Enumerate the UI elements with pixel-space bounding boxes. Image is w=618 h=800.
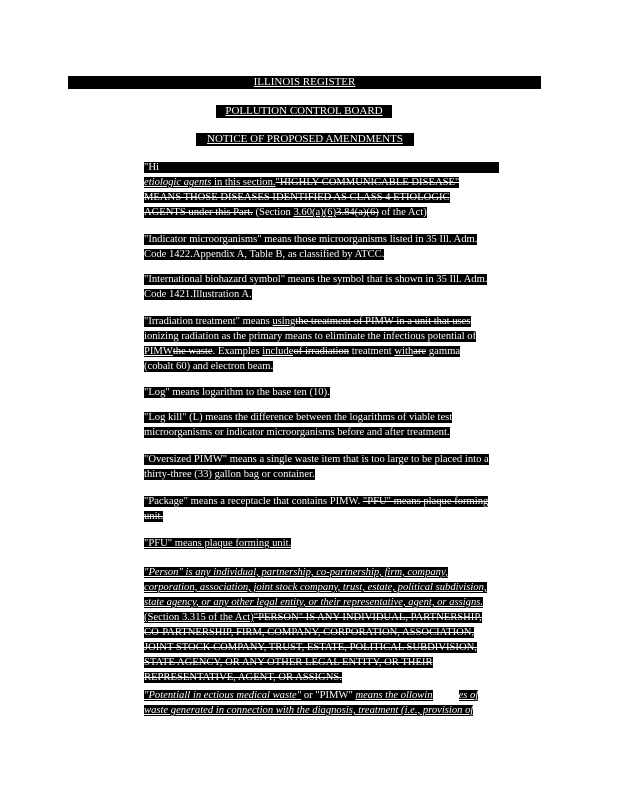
notice-header: NOTICE OF PROPOSED AMENDMENTS xyxy=(196,133,414,146)
symbol-line-2: Code 1421.Illustration A. xyxy=(144,289,252,300)
log-kill-definition xyxy=(144,410,538,440)
highly-communicable-disease-definition xyxy=(144,160,538,220)
pimw-means: means the ollowin xyxy=(355,690,433,701)
irradiation-line-2: ionizing radiation as the primary means to eliminate the infectious potential of xyxy=(144,331,477,342)
person-line-3: state agency, or any other legal entity, or their representative, agent, or assigns. xyxy=(144,597,484,608)
hazard-section-old: 3.84(a)(6) xyxy=(336,207,379,218)
package-deleted-unit: unit. xyxy=(144,511,164,522)
pimw-gap xyxy=(433,688,459,703)
irradiation-deleted-clause: the treatment of PIMW in a unit that uses xyxy=(295,316,471,327)
irradiation-term: "Irradiation treatment" means xyxy=(144,316,273,327)
oversized-line-2: thirty-three (33) gallon bag or container. xyxy=(144,469,315,480)
person-line-1: "Person" is any individual, partnership, co-partnership, firm, company, xyxy=(144,567,448,578)
irradiation-line-4: (cobalt 60) and electron beam. xyxy=(144,361,274,372)
hazard-disease-term: "HIGHLY COMMUNICABLE DISEASE" xyxy=(275,177,460,188)
hazard-section-new: 3.60(a)(6) xyxy=(293,207,337,218)
log-definition xyxy=(144,385,538,400)
irradiation-examples: . Examples xyxy=(212,346,263,357)
register-header: ILLINOIS REGISTER xyxy=(68,76,541,89)
hazard-section-prefix: (Section xyxy=(252,207,294,218)
indicator-line-1: "Indicator microorganisms" means those microorganisms listed in 35 Ill. Adm. xyxy=(144,234,478,245)
irradiation-treatment-word: treatment xyxy=(349,346,395,357)
hazard-etiologic-agents: etiologic agents xyxy=(144,177,212,188)
package-definition xyxy=(144,494,538,524)
indicator-microorganisms-definition xyxy=(144,232,538,262)
person-deleted-line-5: CO-PARTNERSHIP, FIRM, COMPANY, CORPORATION, ASSOCIATION, xyxy=(144,627,475,638)
irradiation-are: are xyxy=(413,346,427,357)
pimw-term: "Potentiall in ectious medical waste" xyxy=(144,690,302,701)
logkill-line-1: "Log kill" (L) means the difference between the logarithms of viable test xyxy=(144,412,453,423)
oversized-line-1: "Oversized PIMW" means a single waste item that is too large to be placed into a xyxy=(144,454,489,465)
logkill-line-2: microorganisms or indicator microorganisms before and after treatment. xyxy=(144,427,450,438)
pfu-line-1: "PFU" means plaque forming unit. xyxy=(144,538,292,549)
irradiation-using: using xyxy=(272,316,296,327)
irradiation-pimw: PIMW xyxy=(144,346,173,357)
indicator-line-2: Code 1422.Appendix A, Table B, as classified by ATCC. xyxy=(144,249,385,260)
person-section-cite: (Section 3.315 of the Act) xyxy=(144,612,254,623)
hazard-of-the-act: of the Act) xyxy=(378,207,427,218)
package-term: "Package" means a receptacle that contains PIMW. xyxy=(144,496,363,507)
package-deleted-pfu: "PFU" means plaque forming xyxy=(362,496,489,507)
hazard-agents-under-part: AGENTS under this Part. xyxy=(144,207,253,218)
person-deleted-line-4: "PERSON" IS ANY INDIVIDUAL, PARTNERSHIP, xyxy=(253,612,482,623)
hazard-in-this-section: in this section. xyxy=(211,177,276,188)
person-deleted-line-7: STATE AGENCY, OR ANY OTHER LEGAL ENTITY, OR THEIR xyxy=(144,657,433,668)
pimw-definition xyxy=(144,688,538,718)
oversized-pimw-definition xyxy=(144,452,538,482)
irradiation-treatment-definition xyxy=(144,314,538,374)
person-deleted-line-8: REPRESENTATIVE, AGENT, OR ASSIGNS. xyxy=(144,672,342,683)
symbol-line-1: "International biohazard symbol" means the symbol that is shown in 35 Ill. Adm. xyxy=(144,274,488,285)
irradiation-of-irradiation: of irradiation xyxy=(293,346,350,357)
irradiation-gamma: gamma xyxy=(426,346,461,357)
pimw-types-of: es of xyxy=(458,690,479,701)
hazard-line-3: MEANS THOSE DISEASES IDENTIFIED AS CLASS 4 ETIOLOGIC xyxy=(144,192,450,203)
irradiation-with: with xyxy=(394,346,414,357)
irradiation-include: include xyxy=(262,346,294,357)
board-header: POLLUTION CONTROL BOARD xyxy=(216,105,392,118)
pimw-abbrev: or "PIMW" xyxy=(301,690,356,701)
log-line-1: "Log" means logarithm to the base ten (10). xyxy=(144,387,330,398)
person-definition xyxy=(144,565,538,685)
person-line-2: corporation, association, joint stock company, trust, estate, political subdivision, xyxy=(144,582,487,593)
hazard-line-1: "Hi xyxy=(144,162,499,173)
irradiation-the-waste: the waste xyxy=(172,346,213,357)
pimw-line-2: waste generated in connection with the diagnosis, treatment (i.e., provision of xyxy=(144,705,474,716)
pfu-definition xyxy=(144,536,538,551)
biohazard-symbol-definition xyxy=(144,272,538,302)
person-deleted-line-6: JOINT STOCK COMPANY, TRUST, ESTATE, POLITICAL SUBDIVISION, xyxy=(144,642,477,653)
